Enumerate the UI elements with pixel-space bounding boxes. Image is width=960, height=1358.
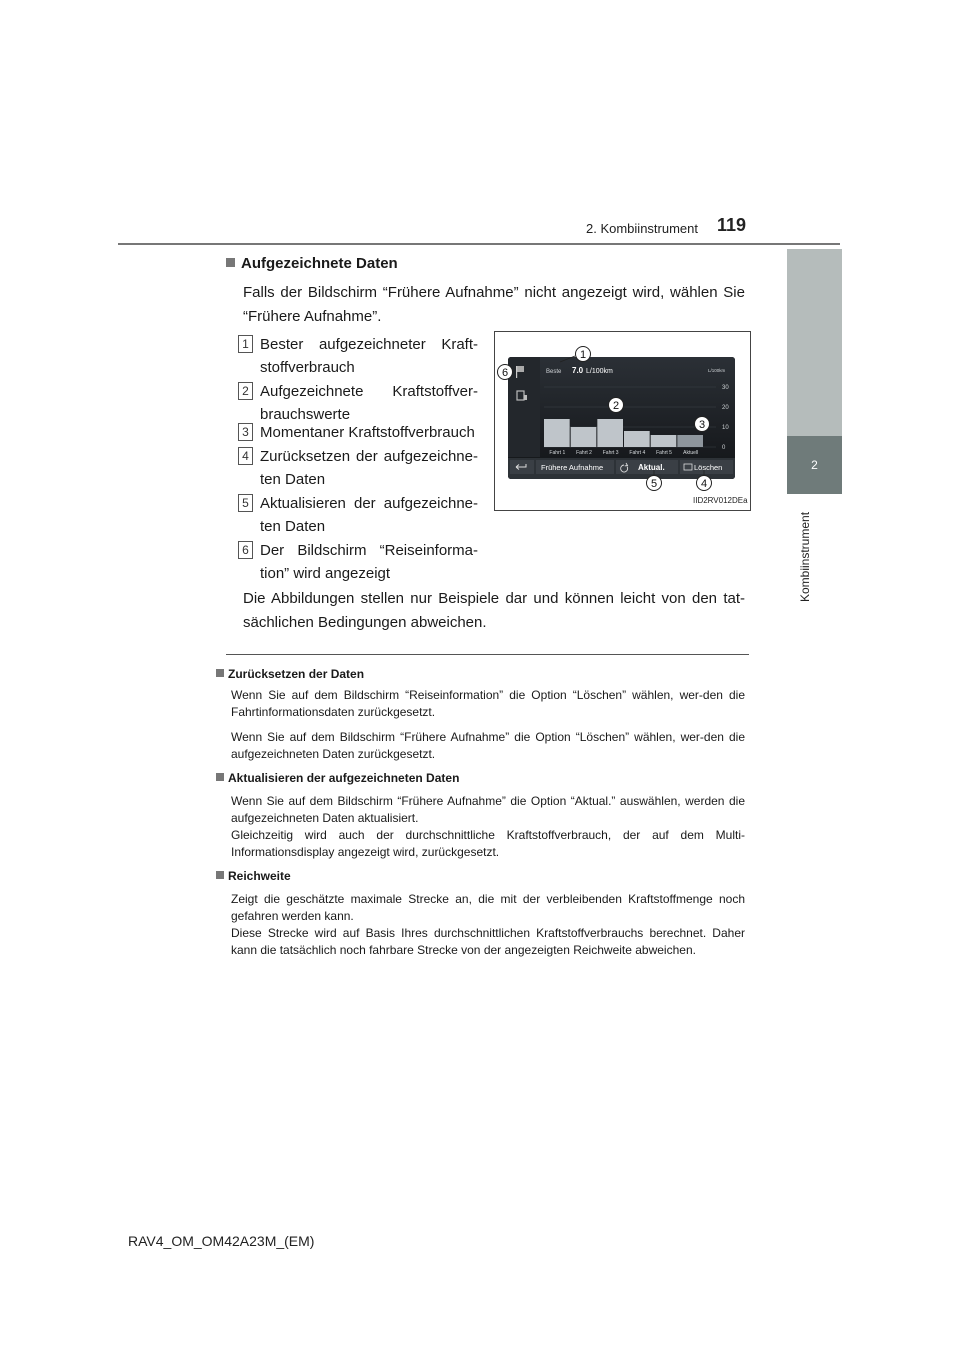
page-number: 119 [717, 215, 747, 235]
note-title-text: Aktualisieren der aufgezeichneten Daten [228, 771, 460, 785]
callout-2-label: 2 [612, 400, 620, 412]
callout-5-label: 5 [650, 478, 658, 490]
side-bar [787, 249, 842, 436]
square-bullet-icon [216, 669, 224, 677]
callout-4-label: 4 [700, 478, 708, 490]
y-tick-label: 30 [722, 385, 729, 391]
note-title [216, 869, 291, 883]
notes-divider [226, 654, 749, 655]
chapter-side-label [786, 502, 812, 612]
y-tick-label: 10 [722, 425, 729, 431]
item-text: Bester aufgezeichneter Kraft-stoffverbrauch [260, 336, 478, 376]
item-text: Der Bildschirm “Reiseinforma-tion” wird angezeigt [260, 542, 478, 582]
callout-5 [647, 470, 662, 491]
list-item [238, 333, 478, 379]
trip-label: Fahrt 5 [656, 450, 672, 456]
item-text: Momentaner Kraftstoffverbrauch [260, 424, 475, 441]
square-bullet-icon [216, 773, 224, 781]
list-item [238, 445, 478, 491]
callout-3 [695, 417, 710, 432]
note-paragraph: Wenn Sie auf dem Bildschirm “Reiseinformation” die Option “Löschen” wählen, wer-den die Fahrtinformationsdaten zurückgesetzt. [231, 688, 745, 719]
callout-3-label: 3 [698, 419, 706, 431]
trip-label: Fahrt 3 [602, 450, 619, 456]
update-button-label: Aktual. [638, 463, 665, 472]
best-label: Beste [546, 369, 562, 375]
trip-label: Fahrt 4 [629, 450, 646, 456]
note-paragraph: Wenn Sie auf dem Bildschirm “Frühere Aufnahme” die Option “Aktual.” auswählen, werden die aufgezeichneten Daten aktualisiert. [231, 794, 745, 825]
trip-label: Aktuell [683, 450, 699, 456]
item-text: Zurücksetzen der aufgezeichne-ten Daten [260, 448, 478, 488]
chapter-side-label-text: Kombiinstrument [798, 511, 812, 602]
y-tick-label: 0 [722, 445, 726, 451]
note-title-text: Zurücksetzen der Daten [228, 667, 365, 681]
trip-label: Fahrt 1 [549, 450, 566, 456]
item-text: Aktualisieren der aufgezeichne-ten Daten [260, 495, 478, 535]
best-value: 7.0 [572, 366, 584, 375]
document-id: RAV4_OM_OM42A23M_(EM) [128, 1233, 315, 1249]
list-item [238, 421, 478, 444]
item-text: Aufgezeichnete Kraftstoffver-brauchswerte [260, 383, 478, 423]
callout-6 [498, 365, 513, 380]
trip-label: Fahrt 2 [576, 450, 592, 456]
item-number: 5 [238, 494, 253, 512]
list-item [238, 539, 478, 585]
figure-code: IID2RV012DEa [693, 496, 748, 505]
y-tick-label: 20 [722, 405, 729, 411]
callout-1 [560, 347, 591, 363]
item-number: 6 [238, 541, 253, 559]
section-title-text: Aufgezeichnete Daten [241, 255, 398, 272]
unit-label: L/100km [708, 368, 726, 373]
section-note: Die Abbildungen stellen nur Beispiele dar und können leicht von den tat-sächlichen Bedingungen abweichen. [243, 590, 745, 631]
note-paragraph: Diese Strecke wird auf Basis Ihres durchschnittlichen Kraftstoffverbrauchs berechnet. Daher kann die tatsächlich noch fahrbare Strecke von der angezeigten Reichweite abweichen. [231, 926, 745, 957]
callout-1-label: 1 [579, 349, 587, 361]
note-paragraph: Gleichzeitig wird auch der durchschnittliche Kraftstoffverbrauch, der auf dem Multi-Informationsdisplay angezeigt wird, zurückgesetzt. [231, 828, 745, 859]
header-rule [118, 243, 840, 245]
note-title [216, 771, 459, 785]
item-number: 2 [238, 382, 253, 400]
callout-4 [697, 470, 712, 491]
callout-6-label: 6 [501, 367, 509, 379]
callout-2 [609, 398, 624, 413]
note-title [216, 667, 364, 681]
item-number: 4 [238, 447, 253, 465]
list-item [238, 492, 478, 538]
history-button-label: Frühere Aufnahme [541, 463, 604, 472]
chapter-title: 2. Kombiinstrument [586, 221, 698, 236]
section-title [226, 255, 398, 272]
note-paragraph: Zeigt die geschätzte maximale Strecke an, die mit der verbleibenden Kraftstoffmenge noch gefahren werden kann. [231, 892, 745, 923]
note-paragraph: Wenn Sie auf dem Bildschirm “Frühere Aufnahme” die Option “Löschen” wählen, wer-den die aufgezeichneten Daten zurückgesetzt. [231, 730, 745, 761]
square-bullet-icon [216, 871, 224, 879]
item-number: 3 [238, 423, 253, 441]
clear-button-label: Löschen [694, 463, 723, 472]
item-number: 1 [238, 335, 253, 353]
note-title-text: Reichweite [228, 869, 291, 883]
section-intro: Falls der Bildschirm “Frühere Aufnahme” nicht angezeigt wird, wählen Sie “Frühere Aufnahme”. [243, 284, 745, 325]
list-item [238, 380, 478, 426]
best-unit: L/100km [586, 368, 613, 375]
callout-overlay [494, 331, 750, 511]
square-bullet-icon [226, 258, 235, 267]
chapter-tab: 2 [787, 436, 842, 494]
